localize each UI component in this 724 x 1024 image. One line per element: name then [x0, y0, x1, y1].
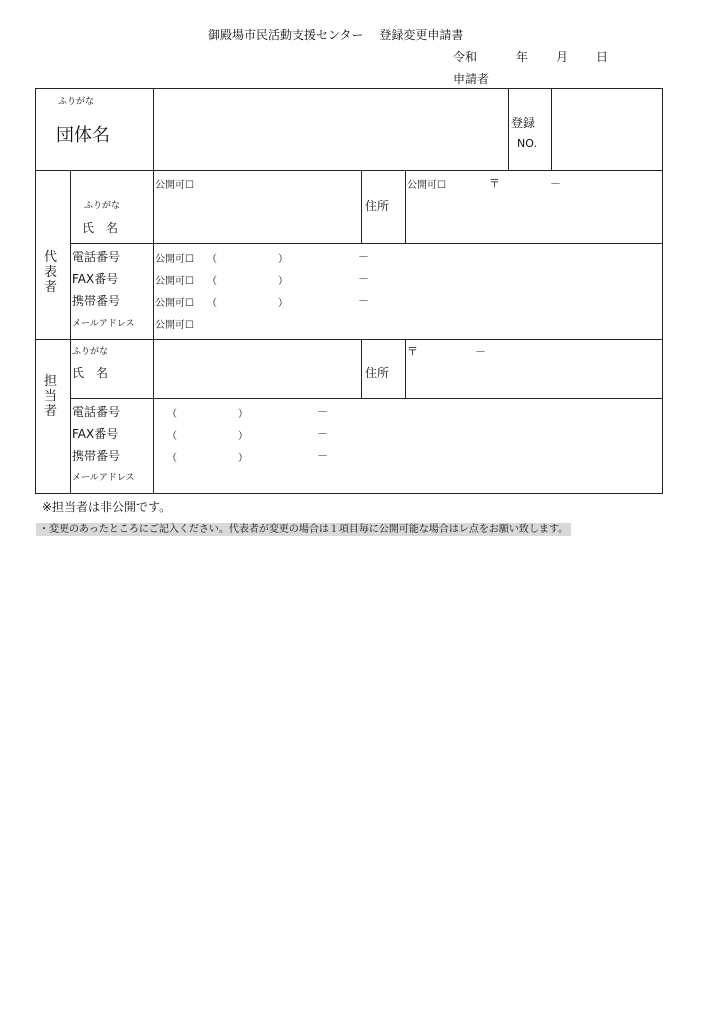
contact-mobile-label: 携帯番号: [72, 449, 121, 463]
contact-address-field[interactable]: [407, 358, 661, 396]
rep-address-label: 住所: [365, 199, 390, 213]
representative-section-label: [44, 250, 57, 295]
contact-phone-dash: －: [317, 405, 328, 418]
contact-mobile-paren-close: ）: [238, 453, 248, 464]
rep-mobile-paren-open: （: [207, 298, 217, 309]
contact-fax-paren-open: （: [167, 431, 177, 442]
org-name-label: 団体名: [56, 125, 110, 146]
rep-phone-label: 電話番号: [72, 250, 121, 264]
form-title: 御殿場市民活動支援センター 登録変更申請書: [208, 28, 464, 42]
instruction-note: ・変更のあったところにご記入ください。代表者が変更の場合は１項目毎に公開可能な場合はレ点をお願い致します。: [36, 523, 571, 536]
contact-phone-paren-open: （: [167, 409, 177, 420]
applicant-label: 申請者: [453, 72, 490, 86]
rep-char-3: 者: [44, 280, 58, 295]
year-label: 年: [516, 50, 529, 64]
rep-fax-public-checkbox[interactable]: 公開可☐: [155, 276, 194, 287]
contact-address-label: 住所: [365, 366, 390, 380]
rep-postal-dash: －: [550, 177, 561, 190]
contact-name-field[interactable]: [155, 341, 359, 396]
rep-email-label: メールアドレス: [72, 319, 135, 329]
rep-mobile-label: 携帯番号: [72, 294, 121, 308]
rep-furigana-label: ふりがな: [84, 201, 121, 211]
rep-phone-paren-close: ）: [278, 254, 288, 265]
contact-char-2: 当: [44, 389, 58, 404]
rep-address-field[interactable]: [407, 190, 661, 240]
rep-phone-public-checkbox[interactable]: 公開可☐: [155, 254, 194, 265]
month-label: 月: [556, 50, 569, 64]
org-name-field[interactable]: [155, 90, 506, 169]
rep-fax-label: FAX番号: [72, 272, 119, 286]
contact-postal-mark: 〒: [407, 345, 418, 358]
rep-name-label: 氏 名: [82, 221, 119, 235]
rep-fax-paren-close: ）: [278, 276, 288, 287]
contact-char-1: 担: [44, 374, 58, 389]
rep-email-field[interactable]: [205, 312, 661, 336]
rep-char-1: 代: [44, 250, 58, 265]
contact-mobile-dash: －: [317, 449, 328, 462]
rep-phone-dash: －: [358, 250, 369, 263]
contact-phone-label: 電話番号: [72, 405, 121, 419]
era-label: 令和: [453, 50, 478, 64]
contact-name-label: 氏 名: [72, 366, 109, 380]
rep-address-public-checkbox[interactable]: 公開可☐: [407, 180, 446, 191]
day-label: 日: [596, 50, 609, 64]
rep-mobile-dash: －: [358, 294, 369, 307]
org-furigana-label: ふりがな: [58, 97, 95, 107]
contact-fax-label: FAX番号: [72, 427, 119, 441]
registration-label: 登録: [511, 116, 536, 130]
contact-char-3: 者: [44, 404, 58, 419]
private-note: ※担当者は非公開です。: [42, 500, 172, 514]
rep-mobile-public-checkbox[interactable]: 公開可☐: [155, 298, 194, 309]
rep-phone-paren-open: （: [207, 254, 217, 265]
contact-section-label: [44, 374, 57, 419]
rep-char-2: 表: [44, 265, 58, 280]
contact-postal-dash: －: [475, 345, 486, 358]
contact-fax-dash: －: [317, 427, 328, 440]
contact-email-label: メールアドレス: [72, 473, 135, 483]
registration-no-field[interactable]: [553, 90, 661, 169]
rep-postal-mark: 〒: [489, 177, 500, 190]
rep-fax-paren-open: （: [207, 276, 217, 287]
contact-phone-paren-close: ）: [238, 409, 248, 420]
contact-email-field[interactable]: [155, 466, 661, 492]
contact-furigana-label: ふりがな: [72, 347, 109, 357]
rep-mobile-paren-close: ）: [278, 298, 288, 309]
rep-name-public-checkbox[interactable]: 公開可☐: [155, 180, 194, 191]
rep-email-public-checkbox[interactable]: 公開可☐: [155, 320, 194, 331]
contact-fax-paren-close: ）: [238, 431, 248, 442]
registration-no-label: NO.: [517, 137, 537, 150]
rep-name-field[interactable]: [155, 190, 359, 240]
rep-fax-dash: －: [358, 272, 369, 285]
contact-mobile-paren-open: （: [167, 453, 177, 464]
